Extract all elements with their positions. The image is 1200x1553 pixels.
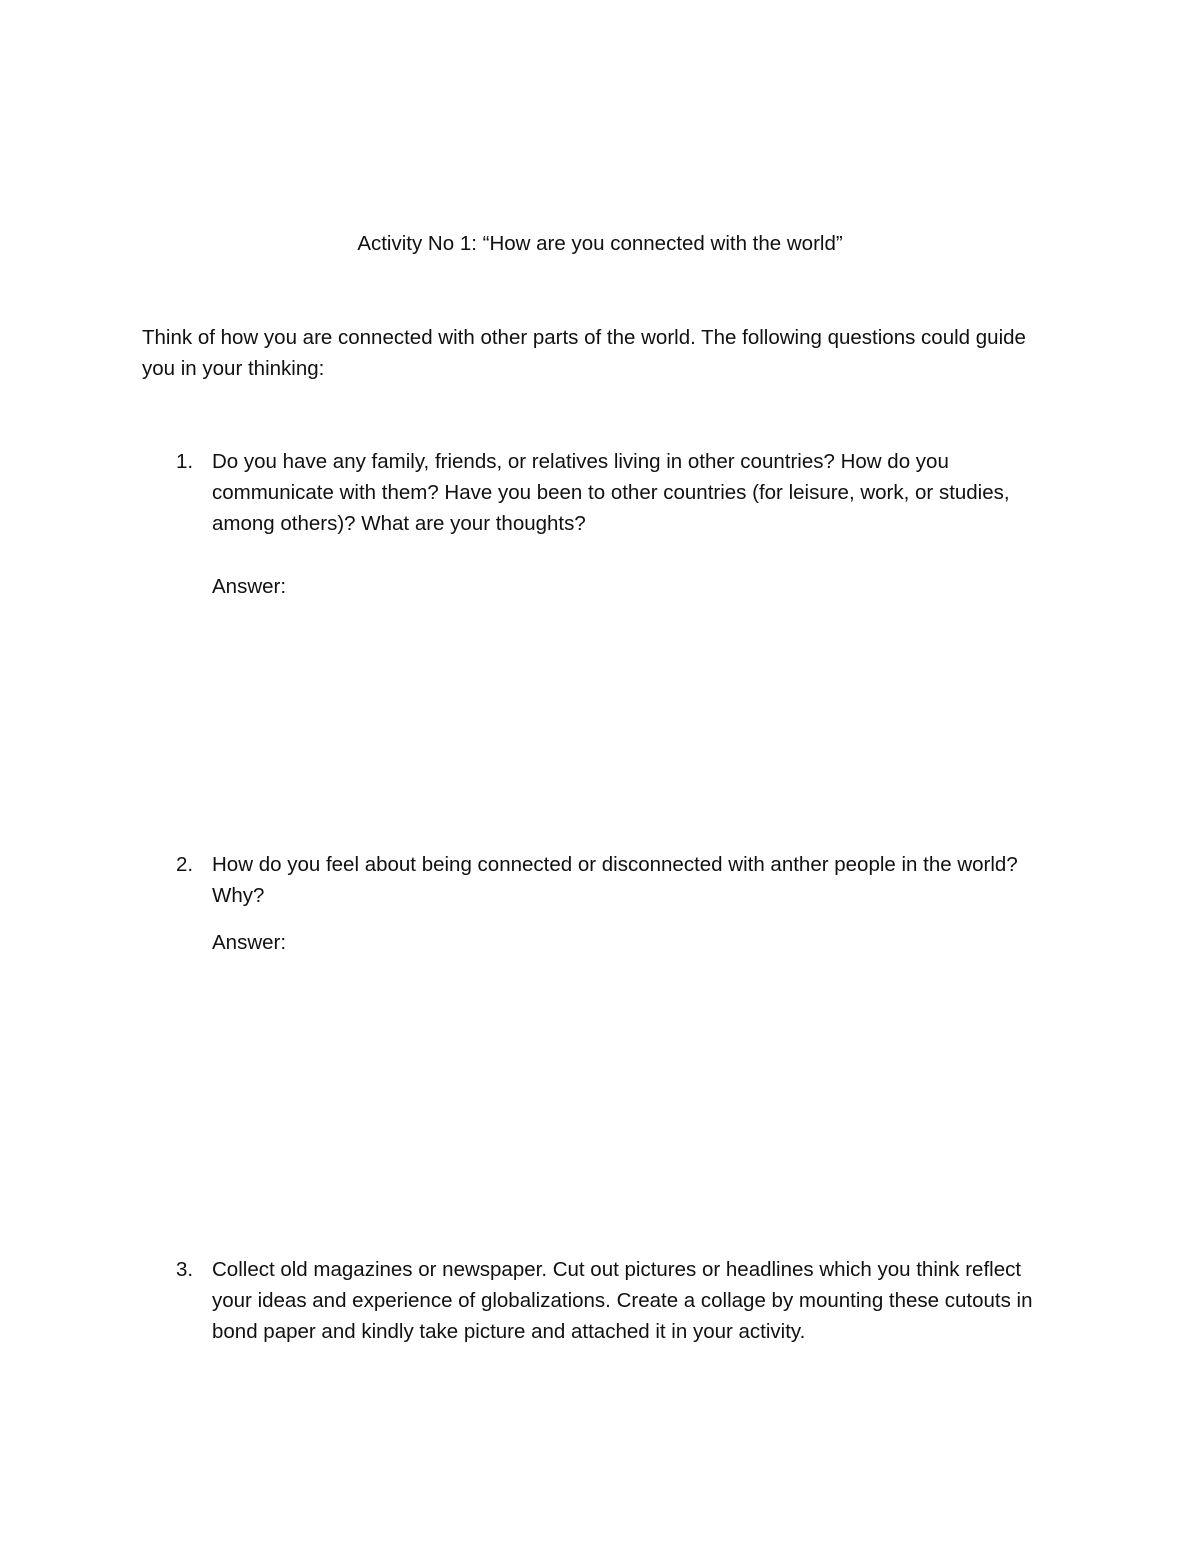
answer-label: Answer: [212,931,287,954]
answer-label: Answer: [212,575,287,598]
question-text: Collect old magazines or newspaper. Cut out pictures or headlines which you think reflect your ideas and experience of globalizations. Create a collage by mounting these cutouts in bond paper and kindly take picture and attached it in your activity. [212,1258,1033,1343]
question-text: How do you feel about being connected or disconnected with anther people in the world? Why? [212,853,1018,907]
intro-paragraph: Think of how you are connected with other parts of the world. The following questions could guide you in your thinking: [142,326,1026,380]
question-number: 1. [176,450,194,473]
question-number: 3. [176,1258,194,1281]
question-number: 2. [176,853,194,876]
document-title: Activity No 1: “How are you connected with the world” [357,232,843,255]
question-item-3 [142,1254,1052,1347]
question-text: Do you have any family, friends, or relatives living in other countries? How do you communicate with them? Have you been to other countries (for leisure, work, or studies, among others)? What are your thoughts? [212,450,1010,535]
question-item-2 [142,849,1042,911]
question-item-1 [142,446,1042,539]
